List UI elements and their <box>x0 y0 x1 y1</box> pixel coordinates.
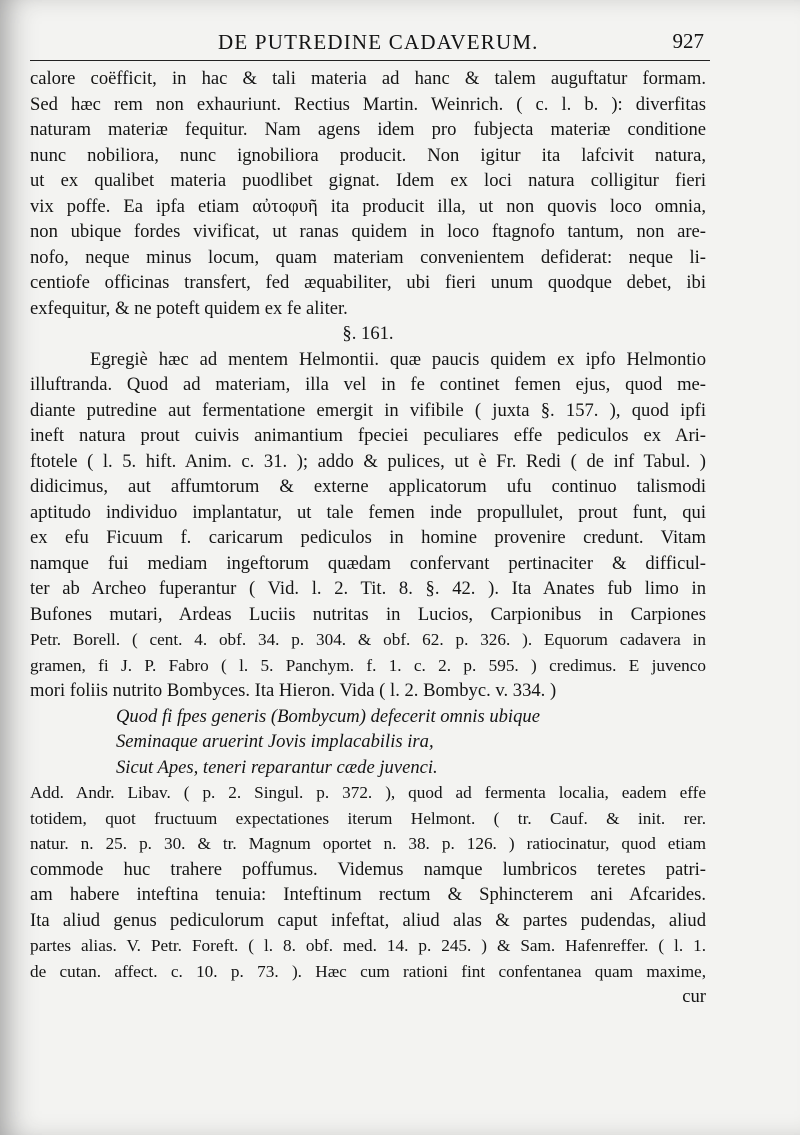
verse-line: Sicut Apes, teneri reparantur cæde juvenci. <box>116 756 438 778</box>
text-line: ter ab Archeo fuperantur ( Vid. l. 2. Tit. 8. §. 42. ). Ita Anates fub limo in <box>30 578 706 599</box>
text-line: Egregiè hæc ad mentem Helmontii. quæ paucis quidem ex ipfo Helmontio <box>90 348 706 370</box>
text-line: Sed hæc rem non exhauriunt. Rectius Martin. Weinrich. ( c. l. b. ): diverfitas <box>30 93 706 115</box>
text-line: namque fui mediam ingeftorum quædam confervant pertinaciter & difficul- <box>30 552 706 574</box>
text-line: ex efu Ficuum f. caricarum pediculos in homine provenire credunt. Vitam <box>30 527 706 548</box>
body-text <box>30 66 706 1010</box>
text-line: nofo, neque minus locum, quam materiam convenientem defiderat: neque li- <box>30 246 706 268</box>
verse-line: Quod fi fpes generis (Bombycum) defecerit omnis ubique <box>116 705 540 727</box>
text-line: illuftranda. Quod ad materiam, illa vel in fe continet femen ejus, quod me- <box>30 374 706 395</box>
page-number: 927 <box>672 29 704 53</box>
section-number: §. 161. <box>342 323 394 344</box>
text-line: natur. n. 25. p. 30. & tr. Magnum oportet n. 38. p. 126. ) ratiocinatur, quod etiam <box>30 834 706 853</box>
catchword: cur <box>682 986 706 1007</box>
text-line: Ita aliud genus pediculorum caput infeftat, aliud alas & partes pudendas, aliud <box>30 909 706 931</box>
text-line: commode huc trahere poffumus. Videmus namque lumbricos teretes patri- <box>30 858 706 880</box>
text-line: calore coëfficit, in hac & tali materia ad hanc & talem auguftatur formam. <box>30 68 706 89</box>
text-line: am habere inteftina tenuia: Inteftinum rectum & Sphincterem ani Afcarides. <box>30 884 706 905</box>
running-title: DE PUTREDINE CADAVERUM. <box>218 30 539 54</box>
text-line: ftotele ( l. 5. hift. Anim. c. 31. ); addo & pulices, ut è Fr. Redi ( de inf Tabul. ) <box>30 450 706 472</box>
text-line: gramen, fi J. P. Fabro ( l. 5. Panchym. f. 1. c. 2. p. 595. ) credimus. E juvenco <box>30 655 706 675</box>
text-line: aptitudo individuo implantatur, ut tale femen inde propullulet, prout funt, qui <box>30 501 706 523</box>
text-line: exfequitur, & ne poteft quidem ex fe aliter. <box>30 297 348 319</box>
text-line: naturam materiæ fequitur. Nam agens idem pro fubjecta materiæ conditione <box>30 119 706 140</box>
text-line: nunc nobiliora, nunc ignobiliora producit. Non igitur ita lafcivit natura, <box>30 144 706 166</box>
text-line: ineft natura prout cuivis animantium fpeciei peculiares effe pediculos ex Ari- <box>30 425 706 446</box>
text-line: partes alias. V. Petr. Foreft. ( l. 8. obf. med. 14. p. 245. ) & Sam. Hafenreffer. ( l. 1. <box>30 936 706 955</box>
text-line: centiofe officinas transfert, fed æquabiliter, ubi fieri unum quodque debet, ibi <box>30 272 706 293</box>
text-line: didicimus, aut affumtorum & externe applicatorum ufu continuo talismodi <box>30 476 706 497</box>
text-line: Add. Andr. Libav. ( p. 2. Singul. p. 372. ), quod ad fermenta localia, eadem effe <box>30 783 706 802</box>
running-head <box>30 26 710 61</box>
text-line: de cutan. affect. c. 10. p. 73. ). Hæc cum rationi fint confentanea quam maxime, <box>30 961 706 981</box>
text-line: diante putredine aut fermentatione emergit in vifibile ( juxta §. 157. ), quod ipfi <box>30 399 706 421</box>
text-line: Bufones mutari, Ardeas Luciis nutritas in Lucios, Carpionibus in Carpiones <box>30 603 706 625</box>
text-line: Petr. Borell. ( cent. 4. obf. 34. p. 304. & obf. 62. p. 326. ). Equorum cadavera in <box>30 630 706 649</box>
text-line: ut ex qualibet materia puodlibet gignat. Idem ex loci natura colligitur fieri <box>30 170 706 191</box>
text-line: non ubique fordes vivificat, ut ranas quidem in loco ftagnofo tantum, non are- <box>30 221 706 242</box>
text-line: mori foliis nutrito Bombyces. Ita Hieron. Vida ( l. 2. Bombyc. v. 334. ) <box>30 680 557 701</box>
text-line: totidem, quot fructuum expectationes iterum Helmont. ( tr. Cauf. & init. rer. <box>30 808 706 828</box>
verse-line: Seminaque aruerint Jovis implacabilis ira, <box>116 731 434 752</box>
text-line: vix poffe. Ea ipfa etiam αὐτοφυῆ ita producit illa, ut non quovis loco omnia, <box>30 195 706 217</box>
